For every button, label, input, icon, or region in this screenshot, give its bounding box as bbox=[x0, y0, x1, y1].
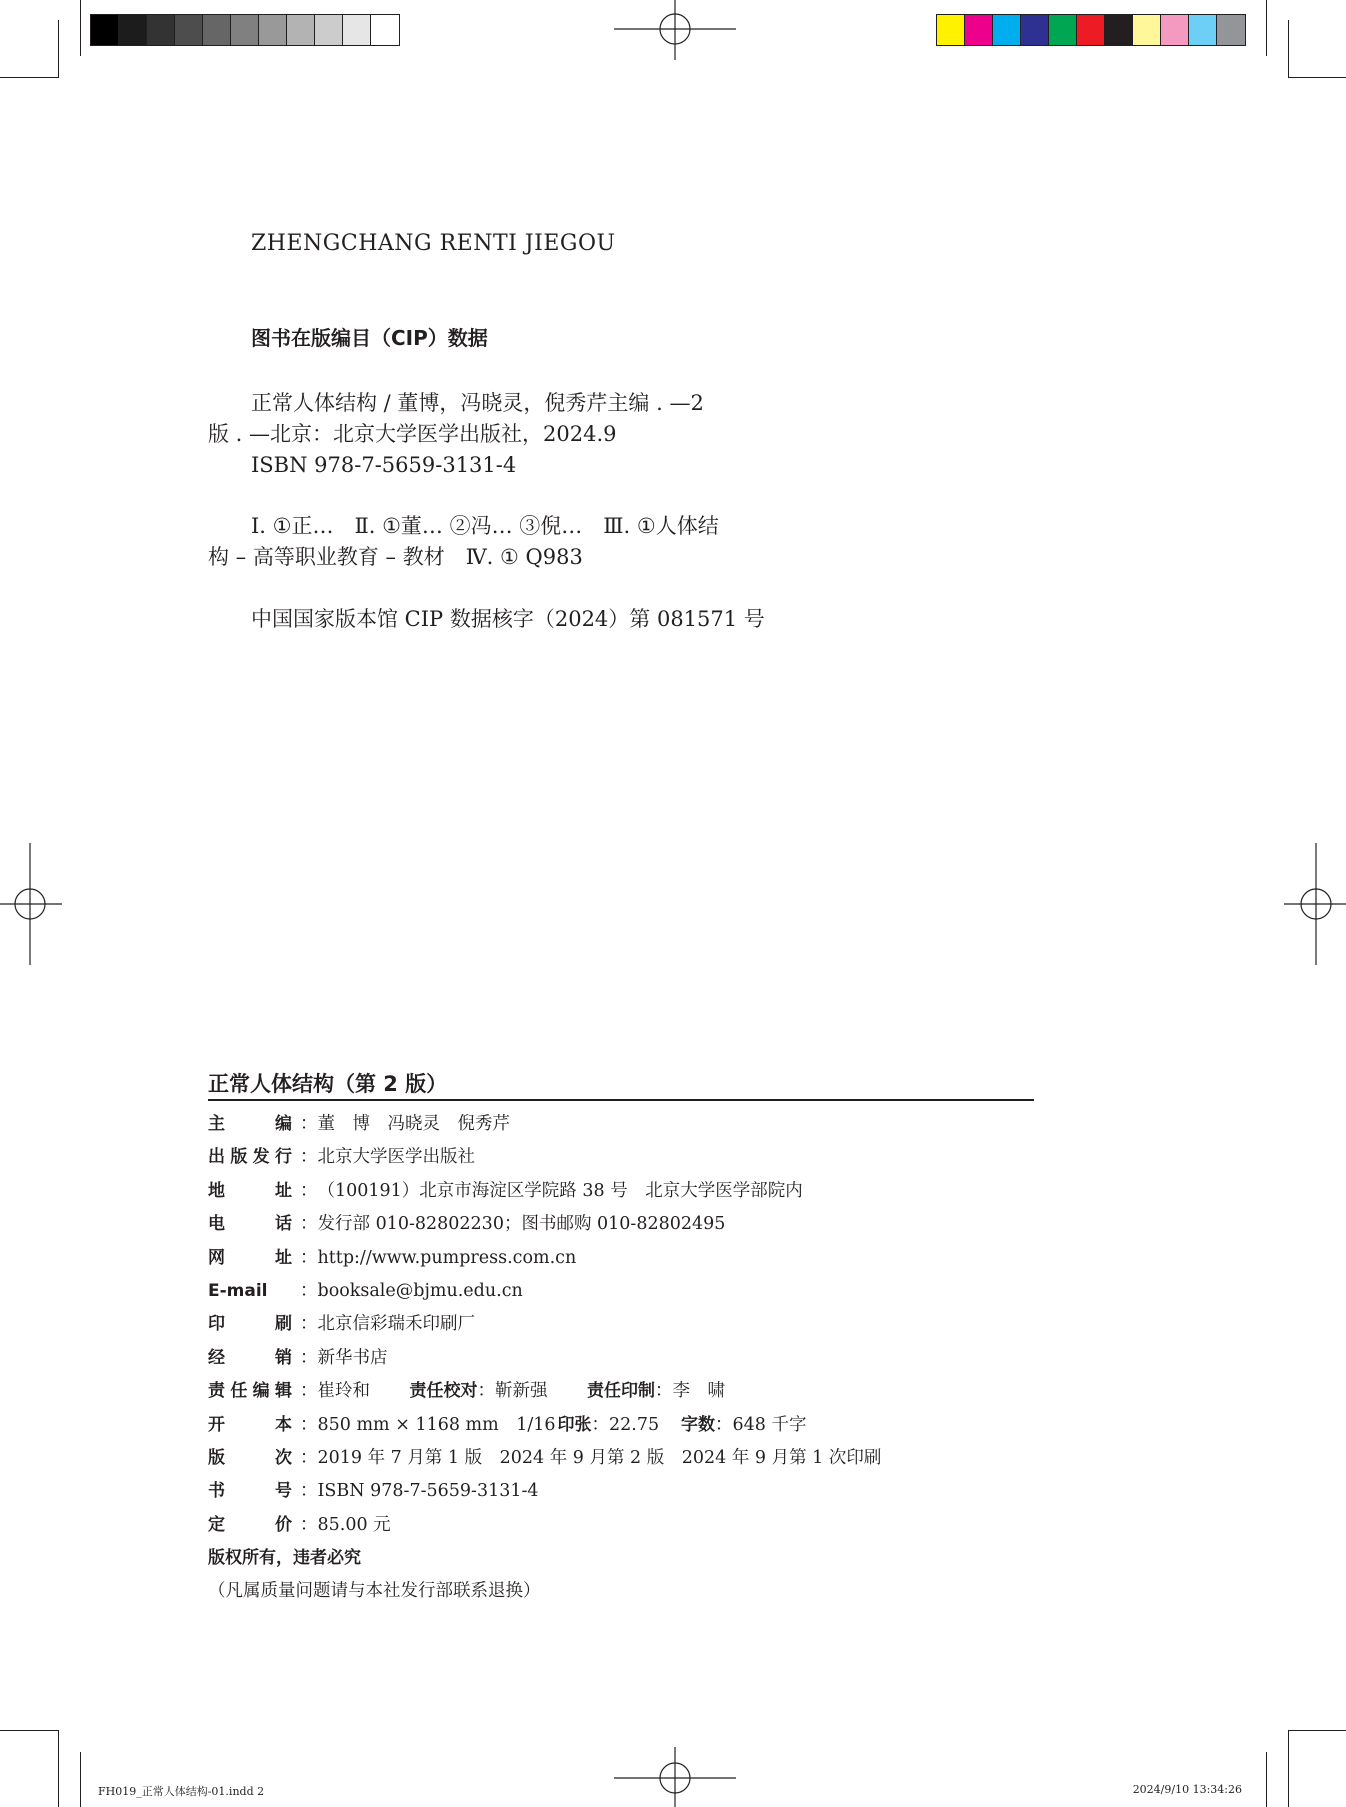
cip-isbn: ISBN 978-7-5659-3131-4 bbox=[251, 453, 517, 477]
imprint-row-format: 开本 ：850 mm × 1168 mm 1/16 印张：22.75 字数：648 千字 bbox=[208, 1415, 807, 1435]
row-label: 书号 bbox=[208, 1481, 292, 1501]
cip-classification-1: Ⅰ. ①正… Ⅱ. ①董… ②冯… ③倪… Ⅲ. ①人体结 bbox=[251, 514, 719, 538]
registration-mark-right bbox=[1284, 843, 1346, 965]
row-value: ISBN 978-7-5659-3131-4 bbox=[317, 1481, 539, 1501]
row-value: 北京大学医学出版社 bbox=[317, 1147, 475, 1167]
imprint-rule bbox=[208, 1099, 1034, 1101]
row-label: E-mail bbox=[208, 1281, 268, 1301]
row-value: 靳新强 bbox=[495, 1381, 548, 1401]
imprint-row-distributor: 经销 ：新华书店 bbox=[208, 1348, 388, 1368]
row-label: 电话 bbox=[208, 1214, 292, 1234]
imprint-row-publisher: 出版发行 ：北京大学医学出版社 bbox=[208, 1147, 475, 1167]
row-value: booksale@bjmu.edu.cn bbox=[317, 1281, 523, 1301]
row-label: 责任印制 bbox=[587, 1381, 655, 1401]
imprint-row-email: E-mail ：booksale@bjmu.edu.cn bbox=[208, 1281, 523, 1301]
returns-notice: （凡属质量问题请与本社发行部联系退换） bbox=[208, 1581, 541, 1601]
color-swatch bbox=[1105, 15, 1133, 45]
registration-mark-bottom bbox=[614, 1747, 736, 1807]
row-value: 85.00 元 bbox=[317, 1515, 391, 1535]
color-swatch bbox=[231, 15, 259, 45]
row-value: 崔玲和 bbox=[317, 1381, 370, 1401]
copyright-notice: 版权所有，违者必究 bbox=[208, 1548, 361, 1568]
row-label: 网址 bbox=[208, 1248, 292, 1268]
color-swatch bbox=[203, 15, 231, 45]
row-value: 850 mm × 1168 mm 1/16 bbox=[317, 1415, 556, 1435]
row-label: 版次 bbox=[208, 1448, 292, 1468]
color-swatch bbox=[993, 15, 1021, 45]
row-value: 李 啸 bbox=[672, 1381, 725, 1401]
process-color-bar bbox=[936, 14, 1246, 46]
color-swatch bbox=[1021, 15, 1049, 45]
row-value: http://www.pumpress.com.cn bbox=[317, 1248, 577, 1268]
color-swatch bbox=[91, 15, 119, 45]
row-value: 新华书店 bbox=[317, 1348, 388, 1368]
row-label: 开本 bbox=[208, 1415, 292, 1435]
row-label: 经销 bbox=[208, 1348, 292, 1368]
row-label: 出版发行 bbox=[208, 1147, 292, 1167]
color-swatch bbox=[1161, 15, 1189, 45]
color-swatch bbox=[315, 15, 343, 45]
color-swatch bbox=[965, 15, 993, 45]
row-label: 印张 bbox=[557, 1415, 592, 1435]
cip-classification-2: 构 – 高等职业教育 – 教材 Ⅳ. ① Q983 bbox=[208, 545, 583, 569]
row-value: 2019 年 7 月第 1 版 2024 年 9 月第 2 版 2024 年 9 月第 1 次印刷 bbox=[317, 1448, 882, 1468]
color-swatch bbox=[937, 15, 965, 45]
row-label: 字数 bbox=[681, 1415, 715, 1435]
row-value: （100191）北京市海淀区学院路 38 号 北京大学医学部院内 bbox=[317, 1181, 803, 1201]
color-swatch bbox=[175, 15, 203, 45]
imprint-row-editor: 主编 ：董 博 冯晓灵 倪秀芹 bbox=[208, 1114, 510, 1134]
row-label: 地址 bbox=[208, 1181, 292, 1201]
color-swatch bbox=[343, 15, 371, 45]
color-swatch bbox=[1077, 15, 1105, 45]
color-swatch bbox=[147, 15, 175, 45]
imprint-row-isbn: 书号 ：ISBN 978-7-5659-3131-4 bbox=[208, 1481, 539, 1501]
color-swatch bbox=[259, 15, 287, 45]
color-swatch bbox=[371, 15, 399, 45]
registration-mark-left bbox=[0, 843, 62, 965]
color-swatch bbox=[1049, 15, 1077, 45]
registration-mark-top bbox=[614, 0, 736, 60]
slug-timestamp: 2024/9/10 13:34:26 bbox=[1132, 1783, 1242, 1796]
row-label: 责任校对 bbox=[409, 1381, 478, 1401]
row-value: 发行部 010-82802230；图书邮购 010-82802495 bbox=[317, 1214, 726, 1234]
row-label: 主编 bbox=[208, 1114, 292, 1134]
imprint-row-price: 定价 ：85.00 元 bbox=[208, 1515, 391, 1535]
color-swatch bbox=[1189, 15, 1217, 45]
color-swatch bbox=[1217, 15, 1245, 45]
cip-line-2: 版 . —北京：北京大学医学出版社，2024.9 bbox=[208, 422, 617, 446]
row-value: 648 千字 bbox=[732, 1415, 807, 1435]
row-label: 定价 bbox=[208, 1515, 292, 1535]
row-label: 责任编辑 bbox=[208, 1381, 292, 1401]
imprint-row-responsible: 责任编辑 ：崔玲和 责任校对：靳新强 责任印制：李 啸 bbox=[208, 1381, 725, 1401]
cip-line-1: 正常人体结构 / 董博，冯晓灵，倪秀芹主编 . —2 bbox=[251, 391, 704, 415]
row-value: 董 博 冯晓灵 倪秀芹 bbox=[317, 1114, 510, 1134]
color-swatch bbox=[119, 15, 147, 45]
row-value: 北京信彩瑞禾印刷厂 bbox=[317, 1314, 475, 1334]
imprint-row-website: 网址 ：http://www.pumpress.com.cn bbox=[208, 1248, 577, 1268]
slug-filename: FH019_正常人体结构-01.indd 2 bbox=[98, 1785, 265, 1798]
color-swatch bbox=[1133, 15, 1161, 45]
row-label: 印刷 bbox=[208, 1314, 292, 1334]
color-swatch bbox=[287, 15, 315, 45]
imprint-title: 正常人体结构（第 2 版） bbox=[208, 1072, 448, 1096]
pinyin-title: ZHENGCHANG RENTI JIEGOU bbox=[251, 231, 616, 256]
cip-heading: 图书在版编目（CIP）数据 bbox=[251, 326, 488, 350]
cip-registration-number: 中国国家版本馆 CIP 数据核字（2024）第 081571 号 bbox=[251, 607, 765, 631]
imprint-row-address: 地址 ：（100191）北京市海淀区学院路 38 号 北京大学医学部院内 bbox=[208, 1181, 803, 1201]
grayscale-color-bar bbox=[90, 14, 400, 46]
imprint-row-phone: 电话 ：发行部 010-82802230；图书邮购 010-82802495 bbox=[208, 1214, 726, 1234]
imprint-row-printer: 印刷 ：北京信彩瑞禾印刷厂 bbox=[208, 1314, 475, 1334]
imprint-row-edition: 版次 ：2019 年 7 月第 1 版 2024 年 9 月第 2 版 2024 年 9 月第 1 次印刷 bbox=[208, 1448, 882, 1468]
row-value: 22.75 bbox=[609, 1415, 660, 1435]
